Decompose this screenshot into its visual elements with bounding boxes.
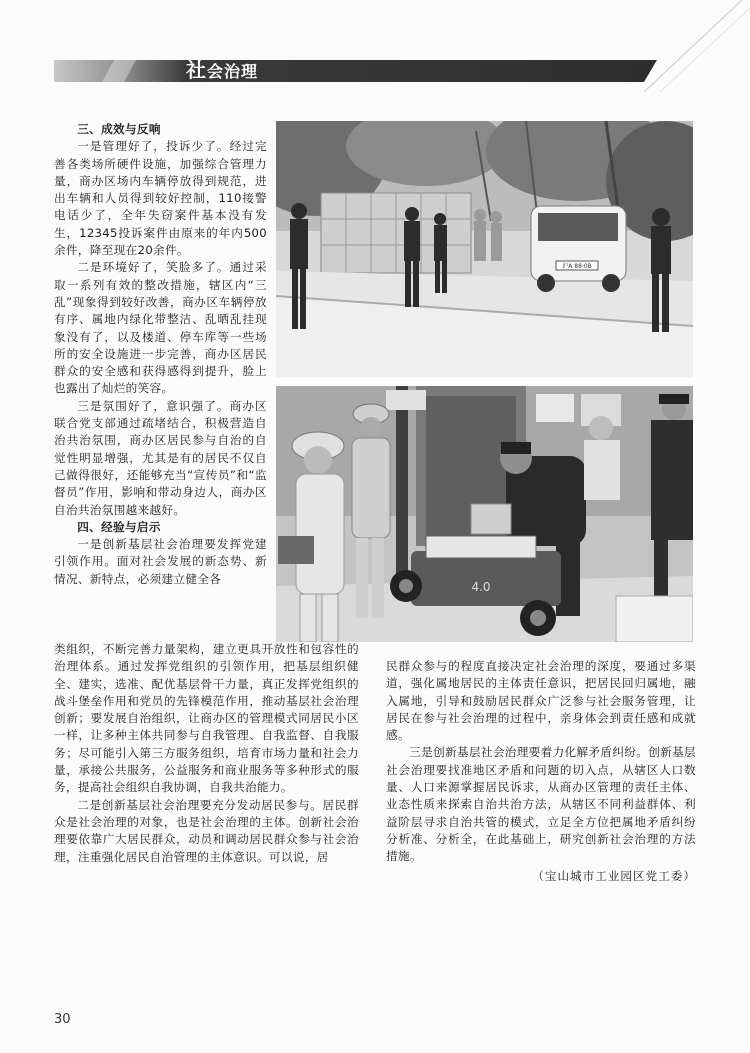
section-header-band: [54, 60, 657, 82]
section-title-first-char: 社: [186, 58, 207, 82]
paragraph-management: 一是管理好了，投诉少了。经过完善各类场所硬件设施，加强综合管理力量，商办区场内车辆停放得到规范，进出车辆和人员得到较好控制，110接警电话少了，全年失窃案件基本没有发生，12345投诉案件由原来的年内500余件，降至现在20余件。: [54, 139, 267, 258]
left-text-column: [54, 121, 267, 588]
author-signature: （宝山城市工业园区党工委）: [532, 868, 696, 883]
right-text-column: [386, 658, 696, 885]
photo-street-patrol: [276, 121, 693, 377]
scooter-stencil: 4.0: [471, 580, 491, 594]
paragraph-party-lead-start: 一是创新基层社会治理要发挥党建引领作用。面对社会发展的新态势、新情况、新特点，必须建立健全各: [54, 537, 267, 586]
section-title: [186, 56, 258, 84]
paragraph-environment: 二是环境好了，笑脸多了。通过采取一系列有效的整改措施，辖区内“三乱”现象得到较好改善，商办区车辆停放有序、属地内绿化带整洁、乱晒乱挂现象没有了，以及楼道、停车库等一些场所的安全设施进一步完善，商办区居民群众的安全感和获得感得到提升，脸上也露出了灿烂的笑容。: [54, 260, 267, 396]
section-title-rest: 会治理: [207, 62, 259, 81]
heading-results: 三、成效与反响: [77, 122, 161, 136]
indoor-scene-illustration: [276, 386, 693, 642]
paragraph-conflict-resolution: 三是创新基层社会治理要着力化解矛盾纠纷。创新基层社会治理要找准地区矛盾和问题的切入点，从辖区人口数量、人口来源掌握居民诉求，从商办区管理的责任主体、业态性质来探索自治共治方法，从辖区不同利益群体、利益阶层寻求自治共管的模式，立足全方位把属地矛盾纠纷分析准、分析全，在此基础上，研究创新社会治理的方法措施。: [386, 745, 696, 864]
wide-text-block: [54, 641, 359, 866]
paragraph-atmosphere: 三是氛围好了，意识强了。商办区联合党支部通过疏堵结合，积极营造自治共治氛围，商办区居民参与自治的自觉性明显增强，尤其是有的居民不仅自己做得很好，还能够充当“宣传员”和“监督员”作用，影响和带动身边人，商办区自治共治氛围越来越好。: [54, 398, 267, 517]
paragraph-resident-participation-cont: 民群众参与的程度直接决定社会治理的深度，要通过多渠道，强化属地居民的主体责任意识，把居民回归属地，融入属地，引导和鼓励居民群众广泛参与社会服务管理，让居民在参与社会治理的过程中，亲身体会到责任感和成就感。: [386, 659, 696, 743]
photo-scooter-removal: [276, 386, 693, 642]
paragraph-party-lead-cont: 类组织，不断完善力量架构，建立更具开放性和包容性的治理体系。通过发挥党组织的引领作用，把基层组织健全、建实，选准、配优基层骨干力量，真正发挥党组织的战斗堡垒作用和党员的先锋模范作用，推动基层社会治理创新；要发展自治组织，让商办区的管理模式同居民小区一样，让多种主体共同参与自我管理、自我监督、自我服务；尽可能引入第三方服务组织，培育市场力量和社会力量，承接公共服务，公益服务和商业服务等多种形式的服务，提高社会组织自我协调，自我共治能力。: [54, 642, 359, 795]
street-scene-illustration: [276, 121, 693, 377]
paragraph-resident-participation: 二是创新基层社会治理要充分发动居民参与。居民群众是社会治理的对象，也是社会治理的主体。创新社会治理要依靠广大居民群众，动员和调动居民群众参与社会治理，注重强化居民自治管理的主体意识。可以说，居: [54, 797, 359, 864]
van-plate: 沪A 88·0B: [562, 263, 592, 270]
heading-experience: 四、经验与启示: [77, 519, 161, 534]
page-number: 30: [54, 1012, 71, 1027]
